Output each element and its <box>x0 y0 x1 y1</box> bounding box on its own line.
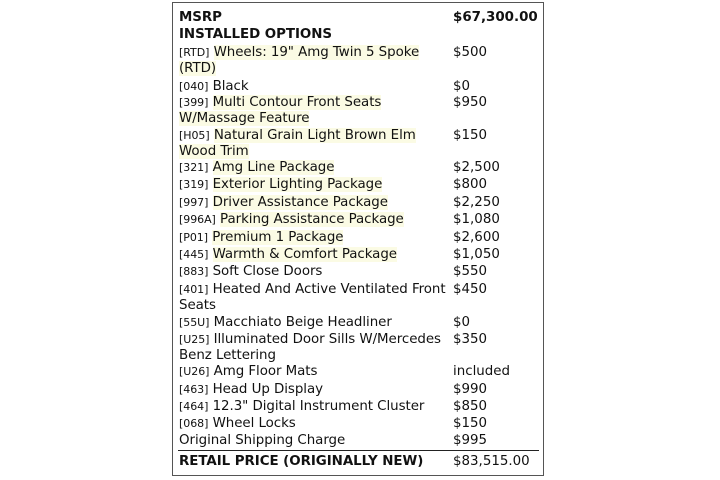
option-code: [464] <box>179 400 209 413</box>
option-description <box>179 399 449 415</box>
option-description <box>179 45 449 77</box>
option-description <box>179 247 449 263</box>
option-price: $500 <box>453 45 488 60</box>
option-label: Wheel Locks <box>212 416 296 431</box>
option-label: Heated And Active Ventilated Front Seats <box>179 282 446 313</box>
option-code: [997] <box>179 196 209 209</box>
option-code: [55U] <box>179 316 210 329</box>
option-label: Head Up Display <box>212 382 323 397</box>
option-code: [445] <box>179 248 209 261</box>
total-divider <box>178 450 539 451</box>
window-sticker <box>172 2 544 476</box>
option-label: 12.3" Digital Instrument Cluster <box>212 399 425 414</box>
option-description <box>179 315 449 331</box>
option-price: $2,250 <box>453 195 500 210</box>
option-description <box>179 282 449 314</box>
option-label: Multi Contour Front Seats W/Massage Feature <box>179 95 382 126</box>
option-label: Illuminated Door Sills W/Mercedes Benz Lettering <box>179 332 441 363</box>
option-price: $1,080 <box>453 212 500 227</box>
option-label: Wheels: 19" Amg Twin 5 Spoke (RTD) <box>179 45 420 76</box>
option-description <box>179 416 449 432</box>
option-label: Exterior Lighting Package <box>212 177 383 192</box>
option-description <box>179 230 449 246</box>
option-code: [883] <box>179 265 209 278</box>
option-price: $2,600 <box>453 230 500 245</box>
msrp-label: MSRP <box>179 10 222 25</box>
retail-price-value: $83,515.00 <box>453 454 530 469</box>
option-label: Black <box>212 79 249 94</box>
option-price: $150 <box>453 416 488 431</box>
msrp-value: $67,300.00 <box>453 10 538 25</box>
option-price: $800 <box>453 177 488 192</box>
option-label: Macchiato Beige Headliner <box>213 315 392 330</box>
option-price: $0 <box>453 79 471 94</box>
option-price: $150 <box>453 128 488 143</box>
option-price: $550 <box>453 264 488 279</box>
option-price: $350 <box>453 332 488 347</box>
option-code: [RTD] <box>179 46 210 59</box>
option-code: [U26] <box>179 365 210 378</box>
option-price: $0 <box>453 315 471 330</box>
option-price: included <box>453 364 511 379</box>
option-description <box>179 264 449 280</box>
option-price: $450 <box>453 282 488 297</box>
option-code: [321] <box>179 161 209 174</box>
option-label: Premium 1 Package <box>212 230 344 245</box>
option-label: Amg Floor Mats <box>213 364 318 379</box>
option-code: [068] <box>179 417 209 430</box>
option-price: $950 <box>453 95 488 110</box>
option-description <box>179 212 449 228</box>
option-price: $990 <box>453 382 488 397</box>
installed-options-heading: INSTALLED OPTIONS <box>179 27 332 42</box>
option-price: $1,050 <box>453 247 500 262</box>
option-description <box>179 160 449 176</box>
option-price: $850 <box>453 399 488 414</box>
option-description <box>179 195 449 211</box>
option-price: $2,500 <box>453 160 500 175</box>
option-code: [463] <box>179 383 209 396</box>
option-label: Warmth & Comfort Package <box>212 247 397 262</box>
shipping-label: Original Shipping Charge <box>179 433 346 448</box>
option-description <box>179 128 449 160</box>
option-description <box>179 364 449 380</box>
option-label: Driver Assistance Package <box>212 195 388 210</box>
option-description <box>179 95 449 127</box>
shipping-price: $995 <box>453 433 488 448</box>
retail-price-label: RETAIL PRICE (ORIGINALLY NEW) <box>179 454 424 469</box>
option-code: [319] <box>179 178 209 191</box>
option-code: [399] <box>179 96 209 109</box>
option-label: Parking Assistance Package <box>220 212 404 227</box>
option-description <box>179 382 449 398</box>
option-code: [040] <box>179 80 209 93</box>
option-code: [401] <box>179 283 209 296</box>
option-label: Soft Close Doors <box>212 264 323 279</box>
option-label: Amg Line Package <box>212 160 335 175</box>
option-code: [P01] <box>179 231 208 244</box>
option-description <box>179 79 449 95</box>
option-code: [996A] <box>179 213 216 226</box>
option-label: Natural Grain Light Brown Elm Wood Trim <box>179 128 416 159</box>
option-code: [H05] <box>179 129 210 142</box>
option-description <box>179 177 449 193</box>
option-code: [U25] <box>179 333 210 346</box>
option-description <box>179 332 449 364</box>
